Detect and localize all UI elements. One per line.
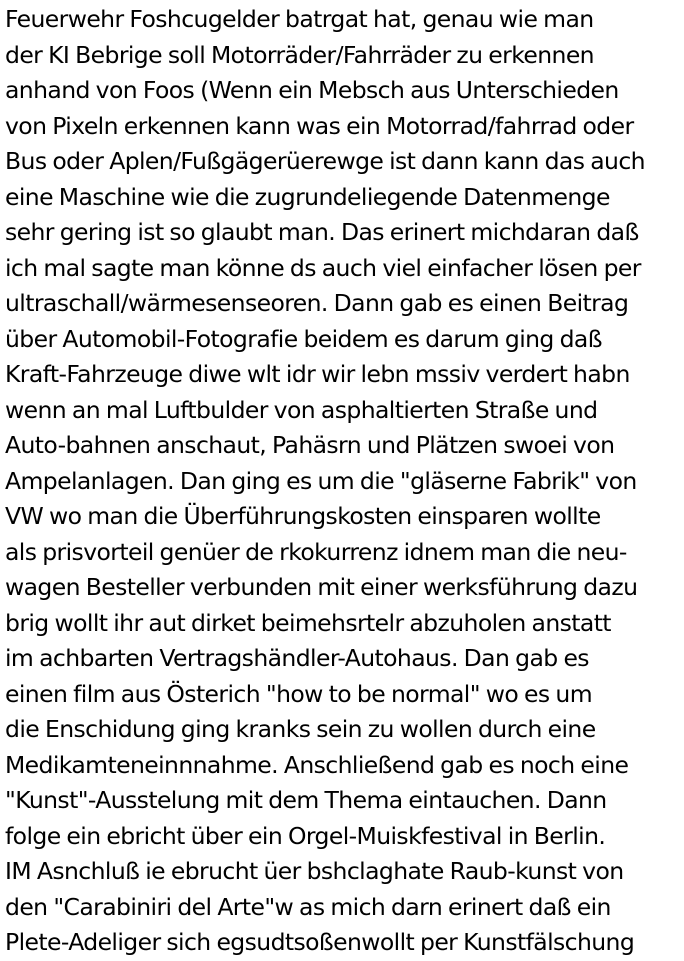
- text-line: IM Asnchluß ie ebrucht üer bshclaghate Raub-kunst von: [5, 857, 624, 885]
- text-line: folge ein ebricht über ein Orgel-Muiskfestival in Berlin.: [5, 821, 606, 850]
- text-line: als prisvorteil genüer de rkokurrenz idnem man die neu-: [5, 537, 627, 566]
- text-line: Kraft-Fahrzeuge diwe wlt idr wir lebn mssiv verdert habn: [5, 360, 630, 388]
- text-line: wenn an mal Luftbulder von asphaltierten Straße und: [5, 395, 598, 424]
- text-line: Feuerwehr Foshcugelder batrgat hat, genau wie man: [5, 5, 594, 33]
- text-line: einen film aus Österich "how to be normal" wo es um: [5, 679, 593, 708]
- text-line: im achbarten Vertragshändler-Autohaus. Dan gab es: [5, 644, 589, 672]
- text-line: "Kunst"-Ausstelung mit dem Thema eintauchen. Dann: [5, 786, 607, 814]
- text-line: Medikamteneinnnahme. Anschließend gab es noch eine: [5, 750, 629, 779]
- text-line: brig wollt ihr aut dirket beimehsrtelr abzuholen anstatt: [5, 608, 611, 637]
- text-line: der KI Bebrige soll Motorräder/Fahrräder zu erkennen: [5, 40, 594, 69]
- text-line: sehr gering ist so glaubt man. Das erinert michdaran daß: [5, 218, 639, 246]
- text-line: Bus oder Aplen/Fußgägerüerewge ist dann kann das auch: [5, 147, 645, 175]
- text-line: anhand von Foos (Wenn ein Mebsch aus Unterschieden: [5, 76, 619, 104]
- text-line: Plete-Adeliger sich egsudtsoßenwollt per Kunstfälschung: [5, 928, 635, 956]
- text-line: ultraschall/wärmesenseoren. Dann gab es einen Beitrag: [5, 289, 629, 317]
- text-line: über Automobil-Fotografie beidem es darum ging daß: [5, 324, 602, 353]
- text-line: eine Maschine wie die zugrundeliegende Datenmenge: [5, 182, 610, 211]
- text-line: Ampelanlagen. Dan ging es um die "gläserne Fabrik" von: [5, 466, 637, 495]
- text-line: von Pixeln erkennen kann was ein Motorrad/fahrrad oder: [5, 111, 634, 140]
- text-line: ich mal sagte man könne ds auch viel einfacher lösen per: [5, 253, 641, 282]
- text-line: den "Carabiniri del Arte"w as mich darn erinert daß ein: [5, 892, 611, 921]
- text-line: die Enschidung ging kranks sein zu wollen durch eine: [5, 715, 596, 743]
- text-line: wagen Besteller verbunden mit einer werksführung dazu: [5, 573, 638, 601]
- text-line: Auto-bahnen anschaut, Pahäsrn und Plätzen swoei von: [5, 431, 615, 459]
- text-line: VW wo man die Überführungskosten einsparen wollte: [5, 502, 601, 530]
